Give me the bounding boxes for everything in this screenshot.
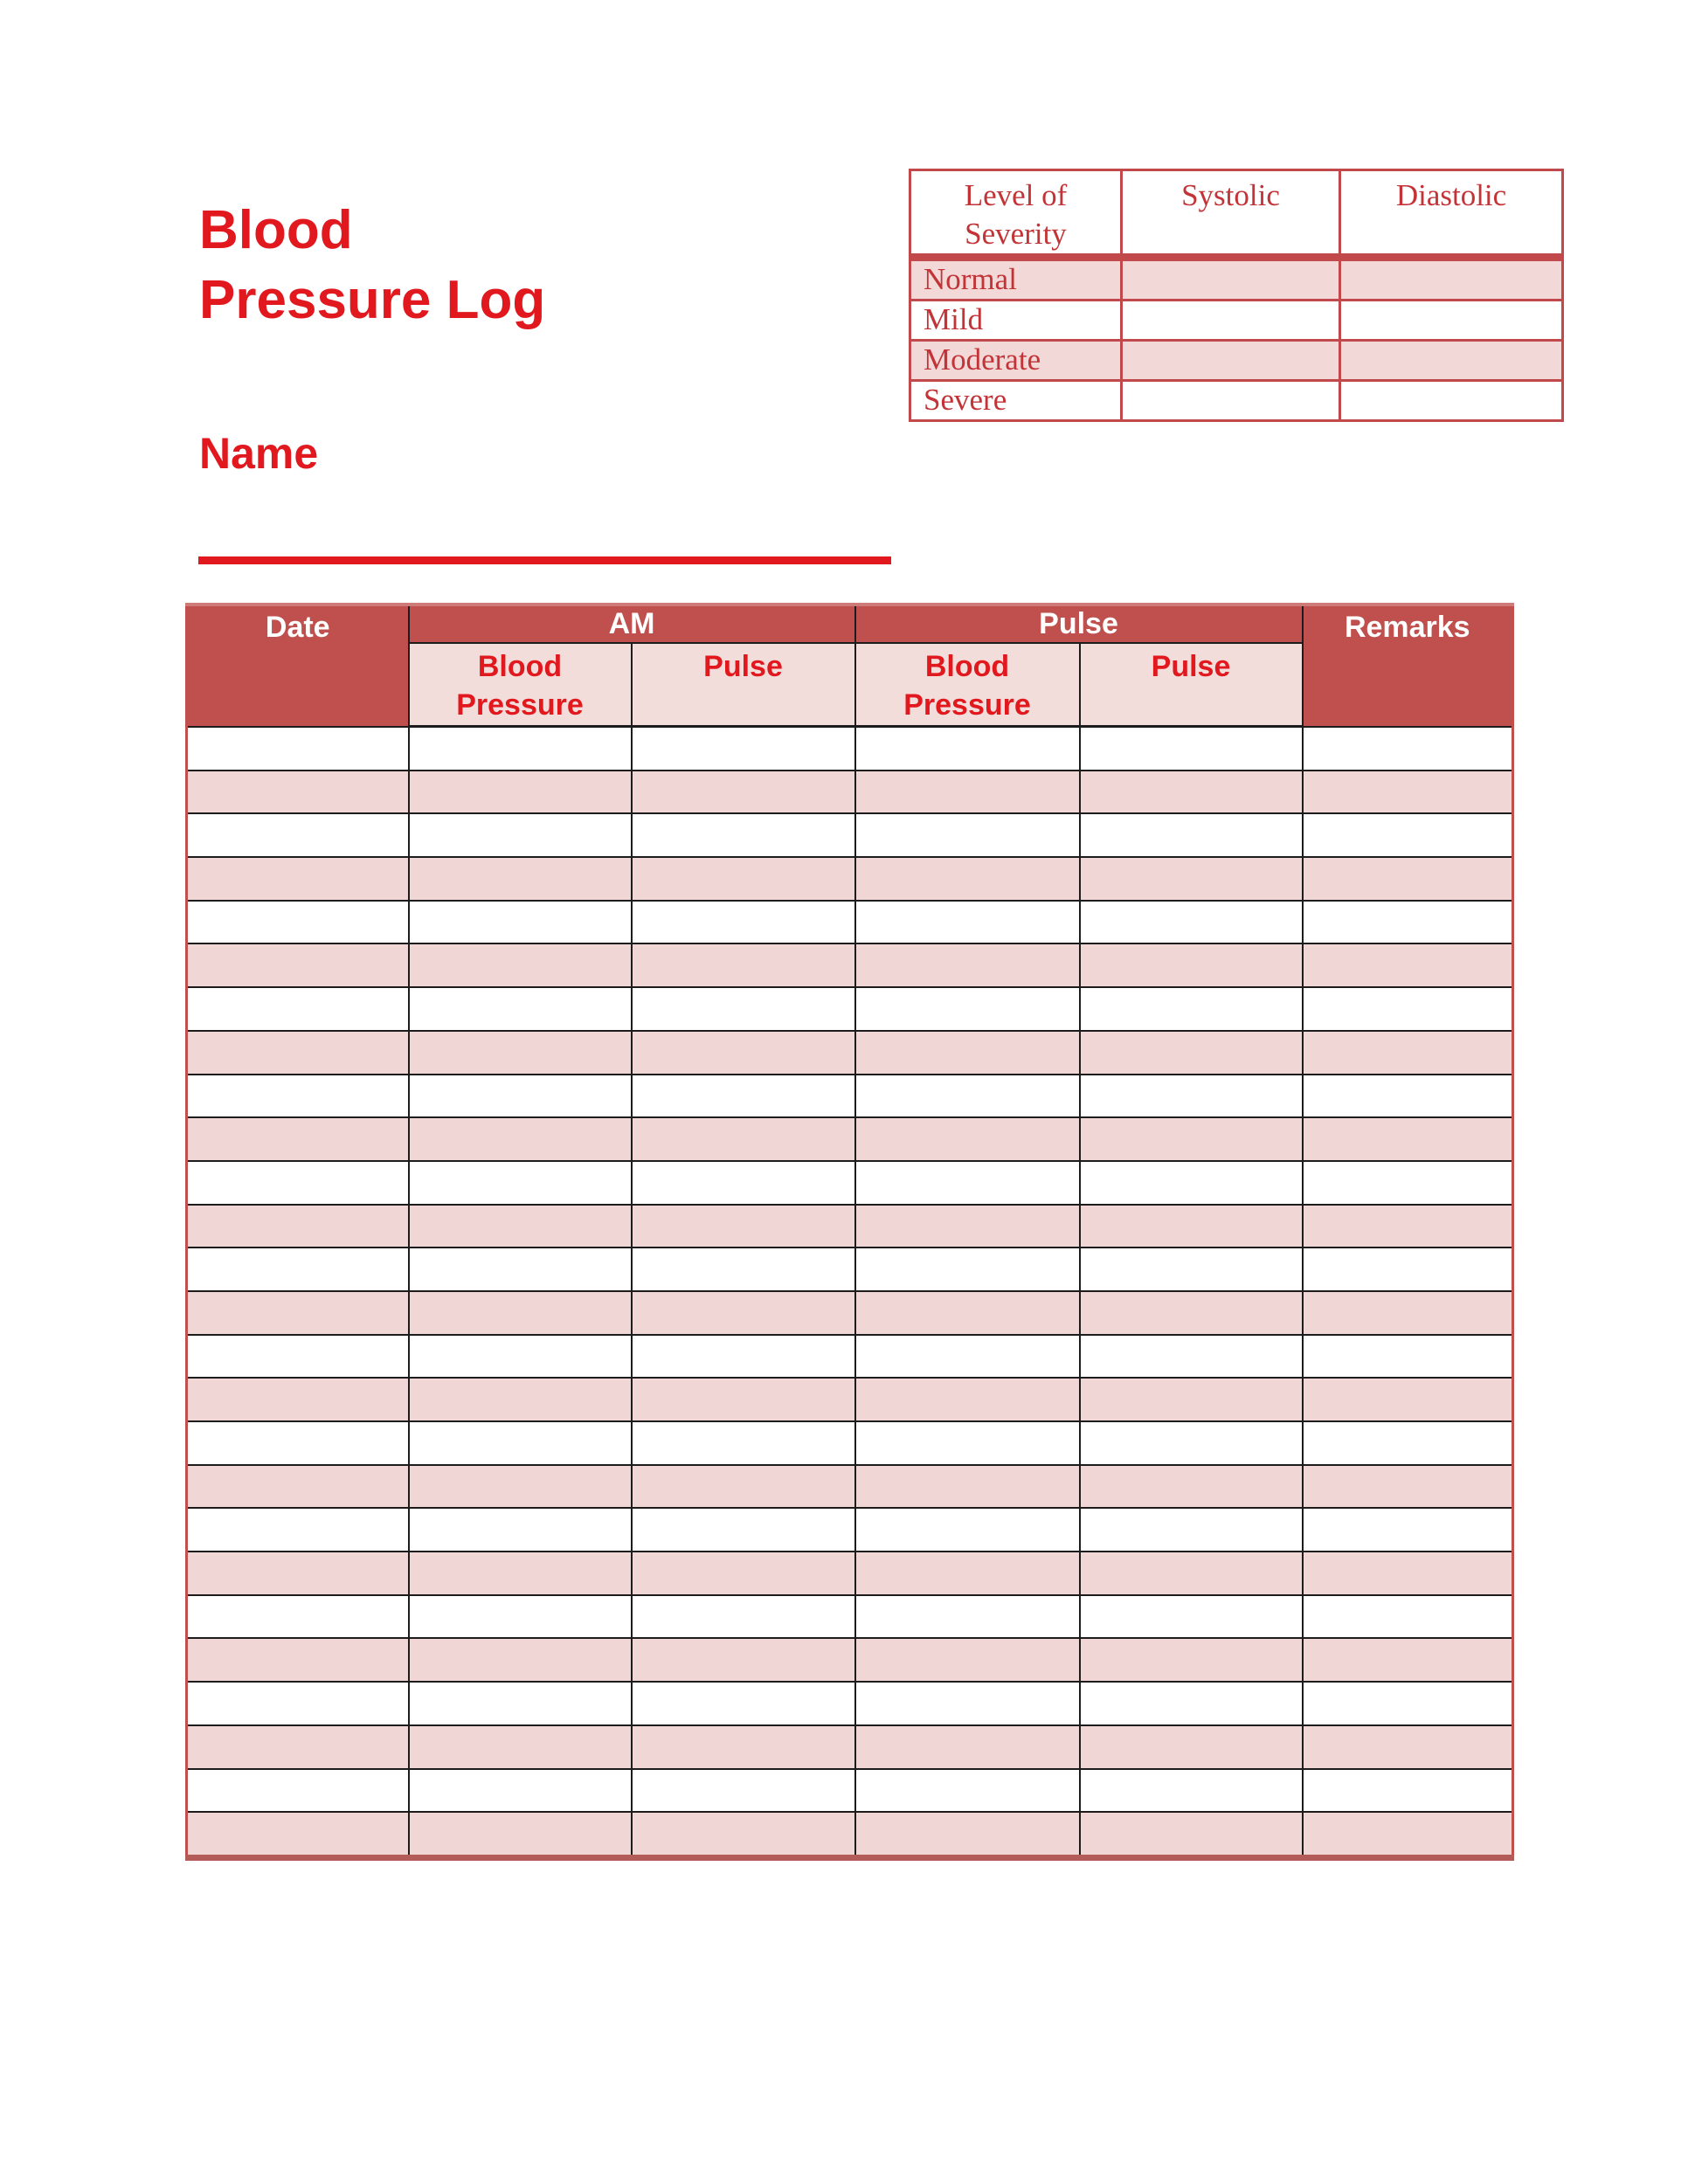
log-cell-am_pulse: [632, 813, 855, 857]
log-cell-pm_bp: [855, 943, 1080, 987]
log-table: [185, 603, 1514, 1861]
log-cell-pm_pulse: [1080, 1421, 1303, 1465]
severity-row-normal: [910, 257, 1563, 300]
log-cell-am_bp: [409, 1638, 632, 1682]
log-cell-am_pulse: [632, 1508, 855, 1552]
log-row: [187, 1682, 1513, 1725]
log-cell-pm_bp: [855, 1248, 1080, 1291]
log-cell-pm_pulse: [1080, 1725, 1303, 1769]
log-cell-am_bp: [409, 727, 632, 771]
log-row: [187, 943, 1513, 987]
log-header-pm: Pulse: [855, 605, 1303, 643]
log-cell-pm_bp: [855, 1812, 1080, 1857]
log-row: [187, 1075, 1513, 1118]
log-cell-remarks: [1303, 1075, 1513, 1118]
log-cell-date: [187, 1031, 409, 1075]
log-cell-pm_bp: [855, 1465, 1080, 1509]
log-header-date: Date: [187, 605, 409, 727]
name-label: Name: [199, 429, 319, 478]
log-cell-date: [187, 1117, 409, 1161]
log-cell-remarks: [1303, 1205, 1513, 1248]
log-header-row: [187, 605, 1513, 643]
log-cell-pm_bp: [855, 1552, 1080, 1595]
log-cell-date: [187, 771, 409, 814]
log-cell-pm_pulse: [1080, 1117, 1303, 1161]
severity-row-mild: [910, 300, 1563, 340]
log-cell-date: [187, 1552, 409, 1595]
log-cell-am_bp: [409, 1725, 632, 1769]
log-cell-am_pulse: [632, 1595, 855, 1639]
log-cell-pm_pulse: [1080, 901, 1303, 944]
log-cell-pm_bp: [855, 1117, 1080, 1161]
log-cell-remarks: [1303, 727, 1513, 771]
doc-title-line2: Pressure Log: [199, 270, 546, 330]
log-cell-am_pulse: [632, 727, 855, 771]
log-cell-pm_bp: [855, 1421, 1080, 1465]
log-cell-pm_bp: [855, 813, 1080, 857]
log-cell-pm_pulse: [1080, 1552, 1303, 1595]
severity-systolic-cell: [1122, 380, 1340, 420]
log-cell-am_bp: [409, 987, 632, 1031]
severity-systolic-cell: [1122, 300, 1340, 340]
log-cell-am_bp: [409, 1117, 632, 1161]
log-cell-am_pulse: [632, 1031, 855, 1075]
log-cell-date: [187, 813, 409, 857]
log-cell-remarks: [1303, 1552, 1513, 1595]
log-cell-am_pulse: [632, 1205, 855, 1248]
log-row: [187, 901, 1513, 944]
severity-label: Moderate: [910, 340, 1122, 380]
log-cell-date: [187, 987, 409, 1031]
severity-header-diastolic: Diastolic: [1340, 170, 1563, 258]
log-cell-remarks: [1303, 1638, 1513, 1682]
log-header-remarks: Remarks: [1303, 605, 1513, 727]
log-cell-date: [187, 727, 409, 771]
doc-title-line1: Blood: [199, 200, 353, 260]
log-subheader-pm-pulse: [1080, 643, 1303, 727]
log-cell-pm_pulse: [1080, 943, 1303, 987]
log-cell-am_pulse: [632, 1421, 855, 1465]
log-cell-pm_pulse: [1080, 1335, 1303, 1379]
log-cell-date: [187, 1205, 409, 1248]
log-cell-am_bp: [409, 857, 632, 901]
log-row: [187, 1725, 1513, 1769]
log-cell-remarks: [1303, 1595, 1513, 1639]
log-cell-am_bp: [409, 771, 632, 814]
log-cell-am_bp: [409, 1075, 632, 1118]
severity-row-severe: [910, 380, 1563, 420]
log-cell-date: [187, 1465, 409, 1509]
log-cell-date: [187, 1161, 409, 1205]
log-cell-pm_pulse: [1080, 1769, 1303, 1813]
log-cell-date: [187, 1421, 409, 1465]
log-cell-pm_pulse: [1080, 1465, 1303, 1509]
log-cell-date: [187, 857, 409, 901]
severity-diastolic-cell: [1340, 380, 1563, 420]
log-row: [187, 727, 1513, 771]
log-cell-am_pulse: [632, 1552, 855, 1595]
log-row: [187, 1291, 1513, 1335]
log-cell-pm_pulse: [1080, 1595, 1303, 1639]
log-row: [187, 987, 1513, 1031]
log-row: [187, 1638, 1513, 1682]
log-cell-pm_pulse: [1080, 813, 1303, 857]
log-cell-pm_pulse: [1080, 1205, 1303, 1248]
log-cell-pm_bp: [855, 1638, 1080, 1682]
log-cell-date: [187, 1725, 409, 1769]
log-cell-am_pulse: [632, 1638, 855, 1682]
log-cell-remarks: [1303, 1725, 1513, 1769]
log-cell-am_pulse: [632, 901, 855, 944]
log-cell-remarks: [1303, 1682, 1513, 1725]
log-cell-am_bp: [409, 1421, 632, 1465]
log-cell-am_pulse: [632, 987, 855, 1031]
log-cell-am_bp: [409, 1552, 632, 1595]
log-subheader-pm-bp-label: Blood Pressure: [903, 650, 1031, 722]
log-row: [187, 1335, 1513, 1379]
log-cell-am_pulse: [632, 857, 855, 901]
log-cell-remarks: [1303, 1769, 1513, 1813]
log-cell-pm_pulse: [1080, 1638, 1303, 1682]
log-cell-date: [187, 943, 409, 987]
severity-row-moderate: [910, 340, 1563, 380]
log-subheader-pm-bp: [855, 643, 1080, 727]
log-row: [187, 1117, 1513, 1161]
log-cell-pm_pulse: [1080, 987, 1303, 1031]
log-row: [187, 771, 1513, 814]
log-cell-date: [187, 1378, 409, 1421]
log-cell-pm_pulse: [1080, 727, 1303, 771]
log-cell-am_bp: [409, 943, 632, 987]
log-cell-am_pulse: [632, 1161, 855, 1205]
log-cell-pm_bp: [855, 1205, 1080, 1248]
log-cell-remarks: [1303, 1117, 1513, 1161]
log-cell-date: [187, 1682, 409, 1725]
log-cell-remarks: [1303, 1248, 1513, 1291]
log-cell-pm_pulse: [1080, 1508, 1303, 1552]
severity-label: Severe: [910, 380, 1122, 420]
log-row: [187, 1031, 1513, 1075]
log-row: [187, 857, 1513, 901]
log-cell-pm_bp: [855, 1725, 1080, 1769]
log-cell-remarks: [1303, 857, 1513, 901]
log-row: [187, 1378, 1513, 1421]
log-cell-remarks: [1303, 943, 1513, 987]
log-cell-remarks: [1303, 813, 1513, 857]
log-cell-remarks: [1303, 1161, 1513, 1205]
log-cell-am_bp: [409, 1508, 632, 1552]
log-row: [187, 813, 1513, 857]
log-cell-am_bp: [409, 1378, 632, 1421]
log-cell-date: [187, 1291, 409, 1335]
log-cell-pm_bp: [855, 987, 1080, 1031]
log-cell-am_pulse: [632, 1248, 855, 1291]
log-cell-am_bp: [409, 1769, 632, 1813]
log-cell-am_pulse: [632, 771, 855, 814]
log-cell-pm_pulse: [1080, 771, 1303, 814]
log-cell-pm_pulse: [1080, 1031, 1303, 1075]
log-cell-pm_bp: [855, 1769, 1080, 1813]
log-cell-remarks: [1303, 1812, 1513, 1857]
severity-diastolic-cell: [1340, 257, 1563, 300]
log-cell-am_bp: [409, 1595, 632, 1639]
log-cell-pm_bp: [855, 857, 1080, 901]
log-cell-pm_bp: [855, 1335, 1080, 1379]
log-cell-am_pulse: [632, 1335, 855, 1379]
log-row: [187, 1421, 1513, 1465]
log-cell-am_bp: [409, 1248, 632, 1291]
log-cell-remarks: [1303, 1508, 1513, 1552]
log-row: [187, 1508, 1513, 1552]
log-cell-remarks: [1303, 771, 1513, 814]
log-cell-pm_pulse: [1080, 1161, 1303, 1205]
log-cell-pm_bp: [855, 771, 1080, 814]
log-cell-pm_bp: [855, 901, 1080, 944]
log-cell-remarks: [1303, 901, 1513, 944]
log-cell-pm_pulse: [1080, 1075, 1303, 1118]
log-row: [187, 1812, 1513, 1857]
log-cell-am_pulse: [632, 1075, 855, 1118]
log-row: [187, 1552, 1513, 1595]
log-cell-remarks: [1303, 1465, 1513, 1509]
severity-diastolic-cell: [1340, 340, 1563, 380]
log-subheader-am-pulse: [632, 643, 855, 727]
log-row: [187, 1248, 1513, 1291]
log-cell-date: [187, 1638, 409, 1682]
log-cell-remarks: [1303, 987, 1513, 1031]
log-cell-pm_bp: [855, 1075, 1080, 1118]
log-cell-am_bp: [409, 813, 632, 857]
severity-label: Normal: [910, 257, 1122, 300]
severity-systolic-cell: [1122, 257, 1340, 300]
severity-label: Mild: [910, 300, 1122, 340]
log-cell-am_bp: [409, 1291, 632, 1335]
log-cell-date: [187, 1769, 409, 1813]
log-cell-am_bp: [409, 1205, 632, 1248]
log-cell-am_pulse: [632, 1465, 855, 1509]
log-cell-pm_pulse: [1080, 1248, 1303, 1291]
log-cell-date: [187, 1595, 409, 1639]
log-cell-am_pulse: [632, 1117, 855, 1161]
log-subheader-am-pulse-label: Pulse: [703, 650, 783, 683]
severity-systolic-cell: [1122, 340, 1340, 380]
log-subheader-pm-pulse-label: Pulse: [1151, 650, 1231, 683]
log-cell-am_pulse: [632, 1725, 855, 1769]
log-cell-pm_bp: [855, 1031, 1080, 1075]
log-cell-pm_bp: [855, 1595, 1080, 1639]
name-underline-rule: [198, 556, 891, 564]
log-cell-pm_pulse: [1080, 1812, 1303, 1857]
log-row: [187, 1205, 1513, 1248]
log-cell-am_bp: [409, 1682, 632, 1725]
log-cell-pm_pulse: [1080, 1291, 1303, 1335]
log-row: [187, 1595, 1513, 1639]
log-cell-am_pulse: [632, 1291, 855, 1335]
log-cell-am_bp: [409, 1812, 632, 1857]
log-cell-am_bp: [409, 1465, 632, 1509]
severity-header-systolic: Systolic: [1122, 170, 1340, 258]
log-cell-pm_bp: [855, 727, 1080, 771]
severity-header-level: Level of Severity: [910, 170, 1122, 258]
log-cell-am_pulse: [632, 1769, 855, 1813]
log-cell-pm_bp: [855, 1161, 1080, 1205]
log-cell-am_bp: [409, 1031, 632, 1075]
log-cell-date: [187, 1812, 409, 1857]
log-cell-remarks: [1303, 1335, 1513, 1379]
log-cell-date: [187, 1335, 409, 1379]
log-subheader-am-bp-label: Blood Pressure: [456, 650, 584, 722]
log-cell-remarks: [1303, 1421, 1513, 1465]
log-cell-pm_bp: [855, 1508, 1080, 1552]
log-cell-am_bp: [409, 901, 632, 944]
log-cell-pm_bp: [855, 1291, 1080, 1335]
log-subheader-am-bp: [409, 643, 632, 727]
log-cell-am_bp: [409, 1335, 632, 1379]
log-cell-date: [187, 1508, 409, 1552]
log-cell-pm_bp: [855, 1682, 1080, 1725]
log-cell-remarks: [1303, 1291, 1513, 1335]
log-cell-date: [187, 1075, 409, 1118]
log-cell-pm_pulse: [1080, 857, 1303, 901]
log-cell-pm_pulse: [1080, 1682, 1303, 1725]
log-cell-date: [187, 1248, 409, 1291]
log-cell-remarks: [1303, 1031, 1513, 1075]
log-cell-am_pulse: [632, 1682, 855, 1725]
log-cell-pm_bp: [855, 1378, 1080, 1421]
log-header-am: AM: [409, 605, 855, 643]
log-cell-am_pulse: [632, 1812, 855, 1857]
log-cell-date: [187, 901, 409, 944]
severity-table: [909, 169, 1564, 422]
log-cell-pm_pulse: [1080, 1378, 1303, 1421]
log-row: [187, 1465, 1513, 1509]
severity-header-row: [910, 170, 1563, 258]
log-cell-am_pulse: [632, 1378, 855, 1421]
severity-diastolic-cell: [1340, 300, 1563, 340]
log-cell-remarks: [1303, 1378, 1513, 1421]
log-row: [187, 1161, 1513, 1205]
log-row: [187, 1769, 1513, 1813]
log-cell-am_bp: [409, 1161, 632, 1205]
log-table-body: [187, 727, 1513, 1858]
doc-title: [199, 196, 545, 335]
log-cell-am_pulse: [632, 943, 855, 987]
